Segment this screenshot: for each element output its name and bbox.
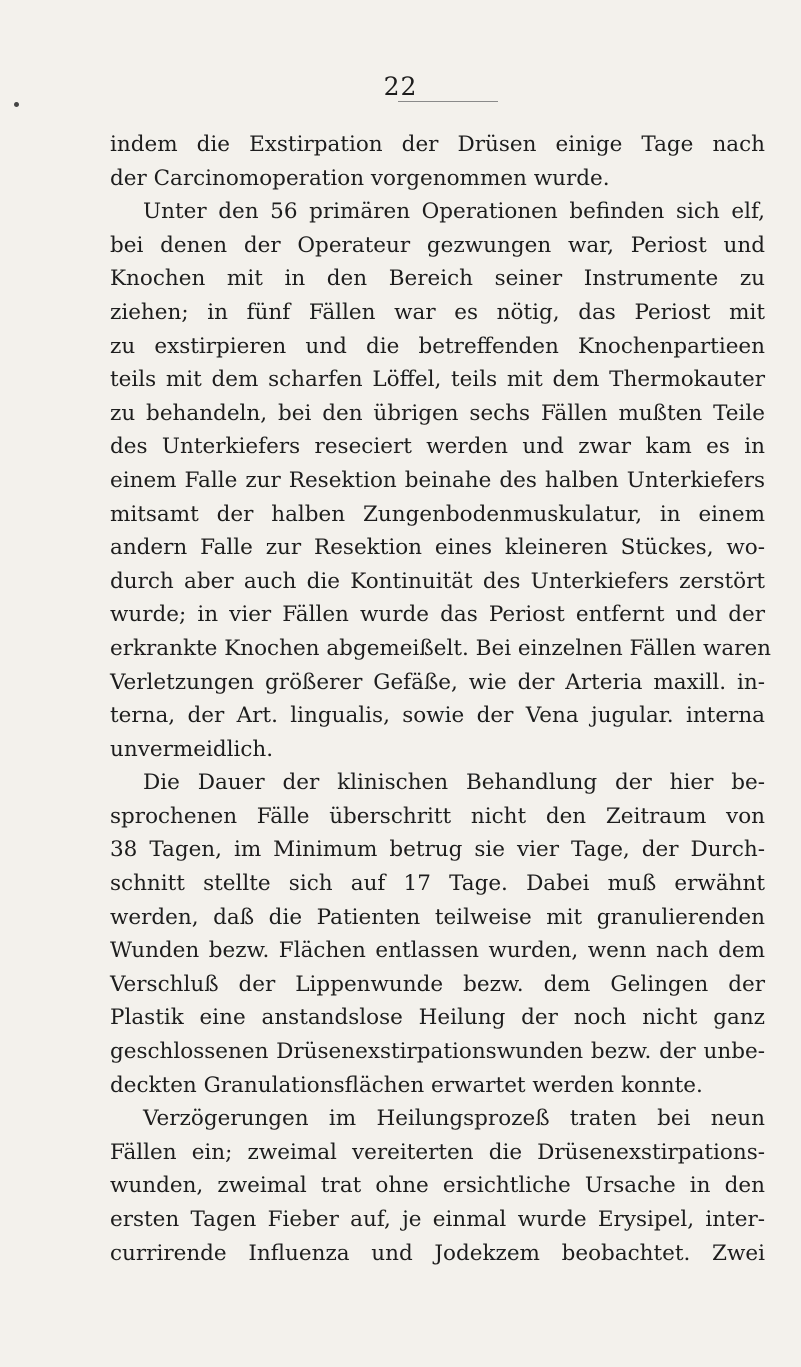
- text-line: Fällen ein; zweimal vereiterten die Drüsenexstirpations-: [110, 1139, 765, 1165]
- text-line: werden, daß die Patienten teilweise mit granulierenden: [110, 904, 765, 930]
- text-line: ersten Tagen Fieber auf, je einmal wurde Erysipel, inter-: [110, 1207, 765, 1232]
- body-text: [110, 128, 772, 1270]
- text-line: wurde; in vier Fällen wurde das Periost entfernt und der: [110, 602, 765, 628]
- text-line: deckten Granulationsflächen erwartet werden konnte.: [110, 1072, 703, 1098]
- text-line: zu exstirpieren und die betreffenden Knochenpartieen: [110, 333, 765, 359]
- text-line: Plastik eine anstandslose Heilung der noch nicht ganz: [110, 1005, 765, 1031]
- text-line: andern Falle zur Resektion eines kleineren Stückes, wo-: [110, 535, 765, 561]
- text-line: mitsamt der halben Zungenbodenmuskulatur, in einem: [110, 501, 765, 527]
- text-line: Verschluß der Lippenwunde bezw. dem Gelingen der: [110, 971, 765, 997]
- page-number-rule: [398, 101, 498, 102]
- text-line: wunden, zweimal trat ohne ersichtliche Ursache in den: [110, 1173, 765, 1199]
- text-line: erkrankte Knochen abgemeißelt. Bei einzelnen Fällen waren: [110, 635, 772, 661]
- text-line: ziehen; in fünf Fällen war es nötig, das Periost mit: [110, 299, 765, 325]
- text-line: einem Falle zur Resektion beinahe des halben Unterkiefers: [110, 467, 765, 493]
- text-line: Knochen mit in den Bereich seiner Instrumente zu: [110, 266, 765, 292]
- text-line: des Unterkiefers reseciert werden und zwar kam es in: [110, 434, 765, 460]
- text-line: Unter den 56 primären Operationen befinden sich elf,: [143, 199, 765, 225]
- text-line: Wunden bezw. Flächen entlassen wurden, wenn nach dem: [110, 938, 765, 964]
- page-number: 22: [383, 72, 418, 101]
- text-line: terna, der Art. lingualis, sowie der Vena jugular. interna: [110, 703, 765, 729]
- text-line: 38 Tagen, im Minimum betrug sie vier Tage, der Durch-: [110, 837, 765, 863]
- text-line: Verletzungen größerer Gefäße, wie der Arteria maxill. in-: [110, 669, 765, 695]
- text-line: durch aber auch die Kontinuität des Unterkiefers zerstört: [110, 568, 765, 594]
- ink-speck: [14, 102, 19, 107]
- text-line: Verzögerungen im Heilungsprozeß traten bei neun: [143, 1106, 765, 1132]
- text-line: currirende Influenza und Jodekzem beobachtet. Zwei: [110, 1240, 765, 1266]
- text-line: Die Dauer der klinischen Behandlung der hier be-: [143, 770, 765, 796]
- text-line: sprochenen Fälle überschritt nicht den Zeitraum von: [110, 803, 765, 829]
- text-line: unvermeidlich.: [110, 736, 274, 762]
- text-line: geschlossenen Drüsenexstirpationswunden bezw. der unbe-: [110, 1039, 765, 1065]
- text-line: teils mit dem scharfen Löffel, teils mit dem Thermokauter: [110, 367, 765, 393]
- text-line: zu behandeln, bei den übrigen sechs Fällen mußten Teile: [110, 400, 765, 426]
- text-line: bei denen der Operateur gezwungen war, Periost und: [110, 232, 765, 258]
- text-line: der Carcinomoperation vorgenommen wurde.: [110, 165, 610, 191]
- text-line: schnitt stellte sich auf 17 Tage. Dabei muß erwähnt: [110, 871, 765, 897]
- text-line: indem die Exstirpation der Drüsen einige Tage nach: [110, 132, 765, 157]
